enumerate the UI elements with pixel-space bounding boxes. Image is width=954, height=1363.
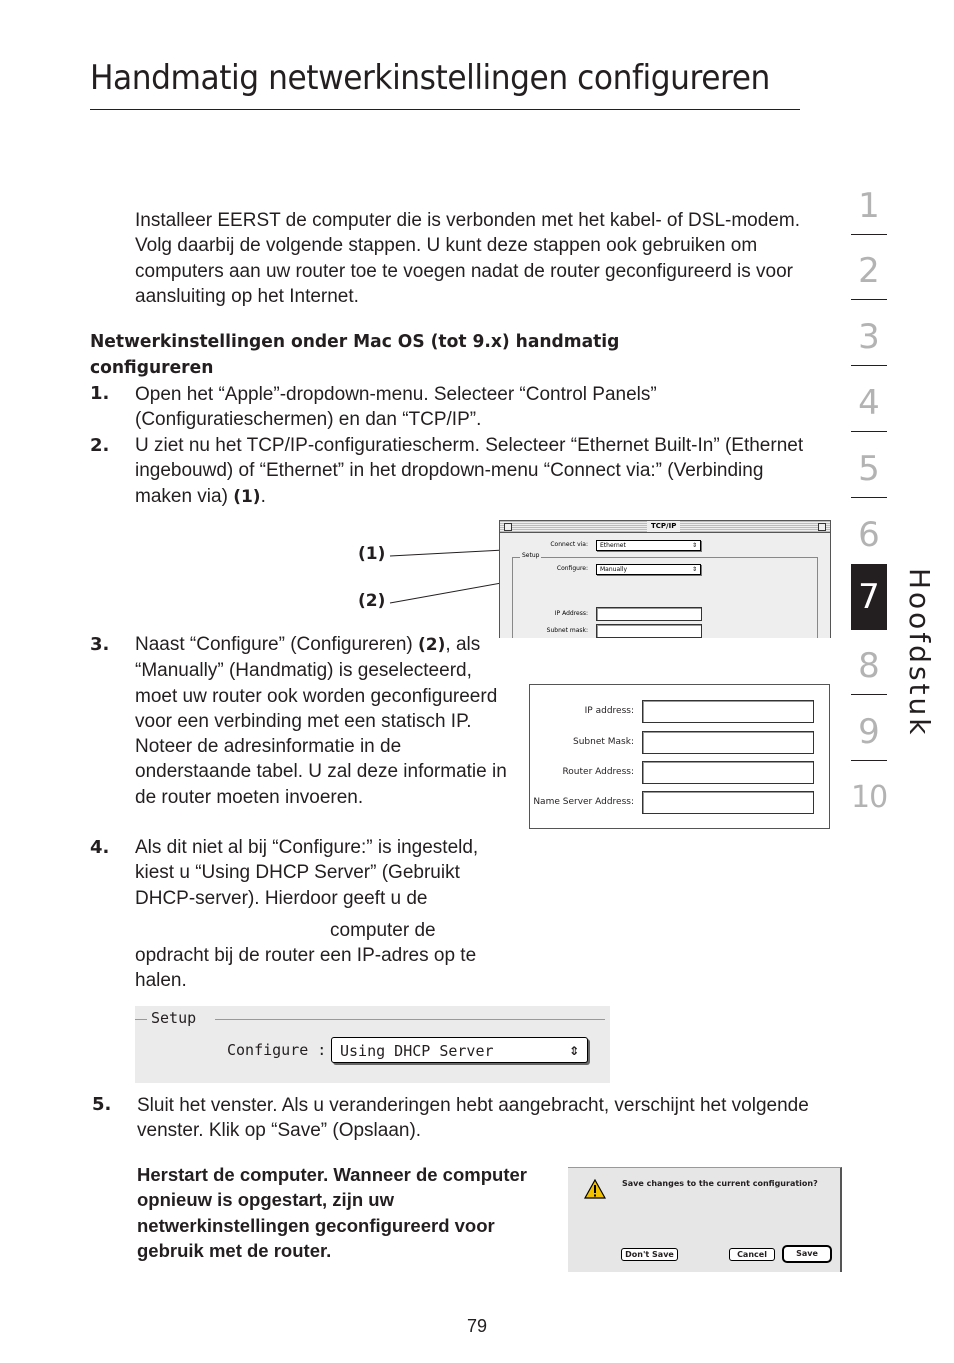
close-box-icon[interactable] [504,523,512,531]
dialog-message: Save changes to the current configuration? [622,1179,818,1188]
step-4-text-c: opdracht bij de router een IP-adres op te halen. [135,945,477,992]
subnet-mask-label: Subnet Mask: [573,737,634,747]
chapter-divider [851,497,887,498]
step-4-text-b: computer de [330,920,436,941]
step-2-body: U ziet nu het TCP/IP-configuratiescherm. Selecteer “Ethernet Built-In” (Ethernet ingebouwd) of “Ethernet” in het dropdown-menu “Connect via:” (Verbinding maken via) [135,435,804,507]
configure-label: Configure: [556,565,588,572]
updown-arrow-icon: ⇕ [691,542,697,549]
tcpip-window-screenshot [499,520,831,638]
configure-value: Manually [600,566,628,573]
chapter-10[interactable]: 10 [851,780,888,815]
warning-icon [584,1179,606,1199]
updown-arrow-icon: ⇕ [569,1040,579,1059]
section-heading-line2: configureren [90,357,214,378]
chapter-divider [851,299,887,300]
step-2-ref: (1) [233,486,261,507]
step-4-text: Als dit niet al bij “Configure:” is ingesteld, kiest u “Using DHCP Server” (Gebruikt DHCP-server). Hierdoor geeft u de [135,837,479,909]
chapter-8[interactable]: 8 [858,646,880,686]
setup-rule-right [215,1019,605,1020]
name-server-label: Name Server Address: [533,797,634,807]
closing-note: Herstart de computer. Wanneer de computer opnieuw is opgestart, zijn uw netwerkinstellingen geconfigureerd voor gebruik met de router. [137,1164,527,1261]
chapter-1[interactable]: 1 [858,186,880,226]
router-address-label: Router Address: [562,767,634,777]
step-3-ref: (2) [418,635,446,655]
setup-rule-left [135,1019,147,1020]
chapter-divider [851,694,887,695]
callout-1: (1) [358,544,386,564]
window-titlebar [500,521,830,533]
step-5-number: 5. [92,1094,112,1115]
step-2-end: . [260,485,266,507]
chapter-6[interactable]: 6 [858,515,880,555]
chapter-3[interactable]: 3 [858,317,880,357]
intro-paragraph: Installeer EERST de computer die is verbonden met het kabel- of DSL-modem. Volg daarbij de volgende stappen. U kunt deze stappen ook gebruiken om computers aan uw router toe te voegen nadat de router geconfigureerd is voor aansluiting op het Internet. [135,210,800,307]
setup-group-label: Setup [522,552,540,559]
chapter-divider [851,365,887,366]
window-title: TCP/IP [647,521,680,532]
router-address-field[interactable] [642,761,814,784]
step-3-text [135,632,515,810]
subnet-mask-field[interactable] [642,731,814,754]
ip-address-label: IP Address: [554,610,588,617]
section-heading [90,329,774,381]
zoom-box-icon[interactable] [818,523,826,531]
page-number: 79 [466,1316,488,1336]
configure-select[interactable] [596,564,701,575]
subnet-mask-field[interactable] [596,624,702,638]
step-3-number: 3. [90,634,110,655]
address-panel-screenshot [529,684,830,829]
section-heading-line1: Netwerkinstellingen onder Mac OS (tot 9.x) handmatig [90,331,620,352]
configure-value: Using DHCP Server [340,1042,494,1060]
step-2-number: 2. [90,435,110,456]
connect-via-value: Ethernet [600,542,626,549]
chapter-divider [851,234,887,235]
chapter-7-active[interactable]: 7 [851,564,887,630]
title-divider [90,109,800,110]
chapter-label: Hoofdstuk [903,568,936,738]
save-button[interactable]: Save [782,1245,832,1263]
configure-select[interactable] [331,1037,588,1063]
dhcp-setup-screenshot [135,1006,610,1083]
chapter-5[interactable]: 5 [858,449,880,489]
setup-label: Setup [151,1009,197,1027]
step-2-text [135,433,825,510]
chapter-divider [851,431,887,432]
save-dialog-screenshot [568,1167,842,1272]
step-1-text: Open het “Apple”-dropdown-menu. Selecteer “Control Panels” (Configuratieschermen) en dan “TCP/IP”. [135,384,657,431]
callout-2: (2) [358,591,386,611]
ip-address-field[interactable] [596,607,702,621]
step-3-end: , als “Manually” (Handmatig) is geselecteerd, moet uw router ook worden geconfigureerd voor een verbinding met een statisch IP. Noteer de adresinformatie in de onderstaande tabel. U zal deze informatie in de router moeten invoeren. [135,634,507,808]
chapter-4[interactable]: 4 [858,383,880,423]
step-5-text: Sluit het venster. Als u veranderingen hebt aangebracht, verschijnt het volgende venster. Klik op “Save” (Opslaan). [137,1095,809,1142]
chapter-9[interactable]: 9 [858,712,880,752]
page-title: Handmatig netwerkinstellingen configureren [90,58,770,98]
step-4-number: 4. [90,837,110,858]
step-3-body: Naast “Configure” (Configureren) [135,634,419,655]
updown-arrow-icon: ⇕ [691,566,697,573]
ip-address-field[interactable] [642,700,814,723]
chapter-divider [851,760,887,761]
step-1-number: 1. [90,383,110,404]
dont-save-button[interactable]: Don't Save [621,1248,678,1261]
ip-address-label: IP address: [584,706,634,716]
chapter-2[interactable]: 2 [858,251,880,291]
subnet-mask-label: Subnet mask: [546,627,588,634]
cancel-button[interactable]: Cancel [729,1248,775,1261]
name-server-field[interactable] [642,791,814,814]
configure-label: Configure : [227,1041,327,1059]
connect-via-select[interactable] [596,540,701,551]
connect-via-label: Connect via: [550,541,588,548]
